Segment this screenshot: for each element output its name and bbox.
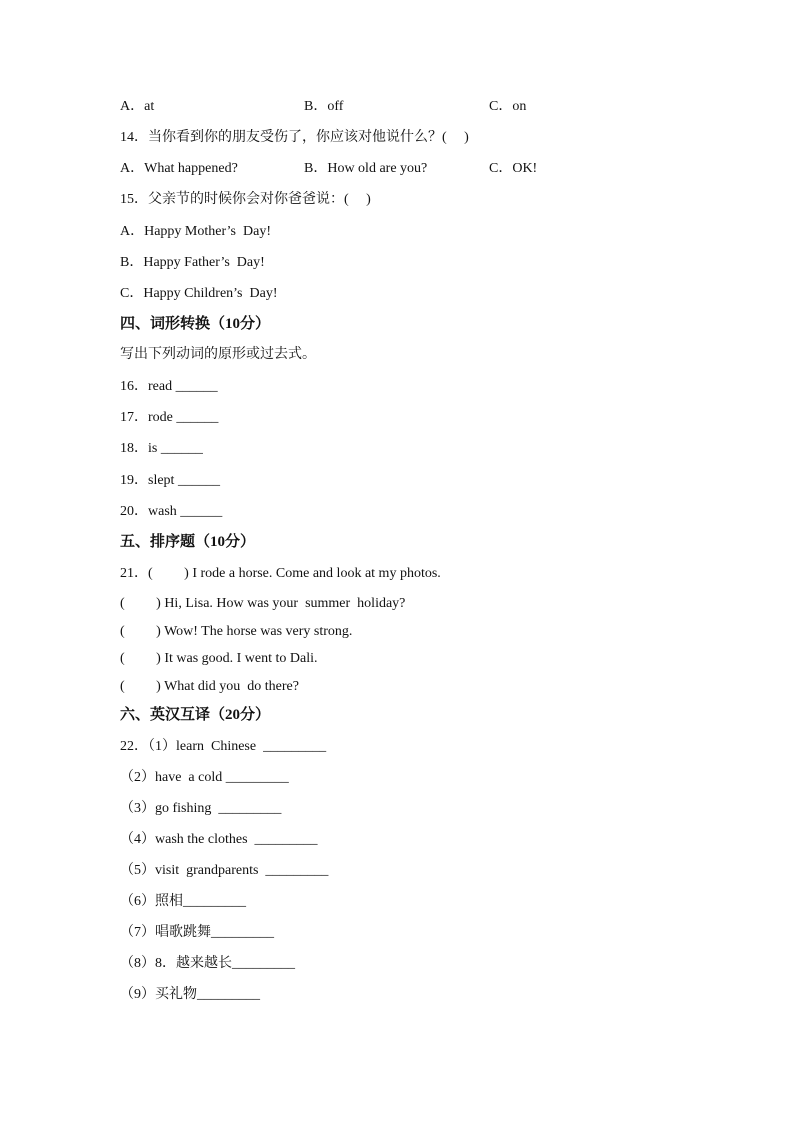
q15-option-c: C．Happy Children’s Day! bbox=[120, 286, 278, 301]
q16-item: 16．read ______ bbox=[120, 379, 218, 394]
section4-heading: 四、词形转换（10分） bbox=[120, 316, 271, 332]
q22-item-9: （9）买礼物_________ bbox=[120, 987, 260, 1002]
q22-item-6: （6）照相_________ bbox=[120, 894, 246, 909]
q22-item-7: （7）唱歌跳舞_________ bbox=[120, 925, 274, 940]
q21-line-4: ( ) It was good. I went to Dali. bbox=[120, 651, 318, 666]
section4-instruction: 写出下列动词的原形或过去式。 bbox=[120, 347, 316, 362]
q13-option-b: B．off bbox=[304, 99, 344, 114]
q19-item: 19．slept ______ bbox=[120, 473, 220, 488]
q22-item-1: 22．（1）learn Chinese _________ bbox=[120, 739, 327, 754]
q13-option-a: A．at bbox=[120, 99, 155, 114]
q21-line-5: ( ) What did you do there? bbox=[120, 679, 299, 694]
section6-heading: 六、英汉互译（20分） bbox=[120, 707, 271, 723]
q14-question: 14．当你看到你的朋友受伤了，你应该对他说什么？( ) bbox=[120, 130, 469, 145]
section5-heading: 五、排序题（10分） bbox=[120, 534, 256, 550]
q13-option-c: C．on bbox=[489, 99, 527, 114]
q20-item: 20．wash ______ bbox=[120, 504, 223, 519]
q14-option-b: B．How old are you? bbox=[304, 161, 428, 176]
q21-line-2: ( ) Hi, Lisa. How was your summer holiday? bbox=[120, 596, 406, 611]
q22-item-3: （3）go fishing _________ bbox=[120, 801, 282, 816]
q15-option-b: B．Happy Father’s Day! bbox=[120, 255, 265, 270]
q21-line-3: ( ) Wow! The horse was very strong. bbox=[120, 624, 353, 639]
q21-item: 21．( ) I rode a horse. Come and look at my photos. bbox=[120, 566, 441, 581]
q22-item-5: （5）visit grandparents _________ bbox=[120, 863, 329, 878]
q22-item-4: （4）wash the clothes _________ bbox=[120, 832, 318, 847]
q18-item: 18．is ______ bbox=[120, 441, 203, 456]
q22-item-2: （2）have a cold _________ bbox=[120, 770, 289, 785]
q22-item-8: （8）8．越来越长_________ bbox=[120, 956, 295, 971]
q17-item: 17．rode ______ bbox=[120, 410, 219, 425]
q14-option-c: C．OK! bbox=[489, 161, 538, 176]
q15-option-a: A．Happy Mother’s Day! bbox=[120, 224, 271, 239]
q14-option-a: A．What happened? bbox=[120, 161, 238, 176]
q15-question: 15．父亲节的时候你会对你爸爸说：( ) bbox=[120, 192, 371, 207]
